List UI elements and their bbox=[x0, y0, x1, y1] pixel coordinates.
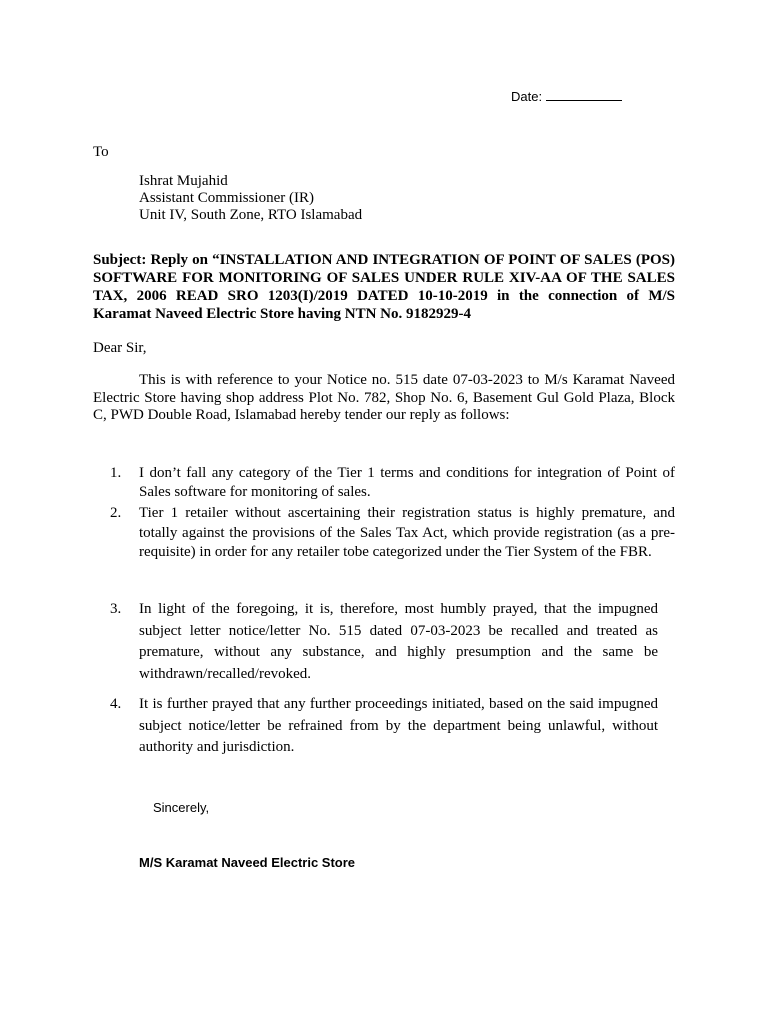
list-item-text: Tier 1 retailer without ascertaining their registration status is highly premature, and totally against the provisions of the Sales Tax Act, which provide registration (as a pre-requisite) in order for any retailer tobe categorized under the Tier System of the FBR. bbox=[139, 505, 675, 560]
to-label: To bbox=[93, 144, 109, 160]
list-item-number: 3. bbox=[110, 601, 122, 617]
recipient-address bbox=[139, 172, 362, 223]
intro-paragraph: This is with reference to your Notice no. 515 date 07-03-2023 to M/s Karamat Naveed Electric Store having shop address Plot No. 782, Shop No. 6, Basement Gul Gold Plaza, Block C, PWD Double Road, Islamabad hereby tender our reply as follows: bbox=[93, 372, 675, 423]
closing-sincerely: Sincerely, bbox=[153, 800, 210, 815]
recipient-name: Ishrat Mujahid bbox=[139, 173, 228, 189]
list-item-text: I don’t fall any category of the Tier 1 terms and conditions for integration of Point of Sales software for monitoring of sales. bbox=[139, 465, 675, 500]
list-item-number: 2. bbox=[110, 505, 122, 521]
list-item bbox=[110, 599, 658, 685]
list-item bbox=[110, 694, 658, 759]
list-item-number: 4. bbox=[110, 696, 122, 712]
list-item-number: 1. bbox=[110, 465, 122, 481]
date-label: Date: bbox=[511, 89, 543, 104]
recipient-office: Unit IV, South Zone, RTO Islamabad bbox=[139, 207, 363, 223]
list-item bbox=[110, 464, 675, 502]
recipient-title: Assistant Commissioner (IR) bbox=[139, 190, 314, 206]
salutation: Dear Sir, bbox=[93, 340, 147, 356]
signature-store-name: M/S Karamat Naveed Electric Store bbox=[139, 855, 356, 870]
date-blank-line bbox=[546, 88, 622, 101]
list-item bbox=[110, 504, 675, 563]
date-field bbox=[511, 88, 622, 104]
list-item-text: It is further prayed that any further proceedings initiated, based on the said impugned subject notice/letter be refrained from by the department being unlawful, without authority and jurisdiction. bbox=[139, 696, 658, 755]
subject-line: Subject: Reply on “INSTALLATION AND INTEGRATION OF POINT OF SALES (POS) SOFTWARE FOR MONITORING OF SALES UNDER RULE XIV-AA OF THE SALES TAX, 2006 READ SRO 1203(I)/2019 DATED 10-10-2019 in the connection of M/S Karamat Naveed Electric Store having NTN No. 9182929-4 bbox=[93, 252, 675, 322]
list-item-text: In light of the foregoing, it is, therefore, most humbly prayed, that the impugned subject letter notice/letter No. 515 dated 07-03-2023 be recalled and treated as premature, without any substance, and highly presumption and the same be withdrawn/recalled/revoked. bbox=[139, 601, 658, 682]
